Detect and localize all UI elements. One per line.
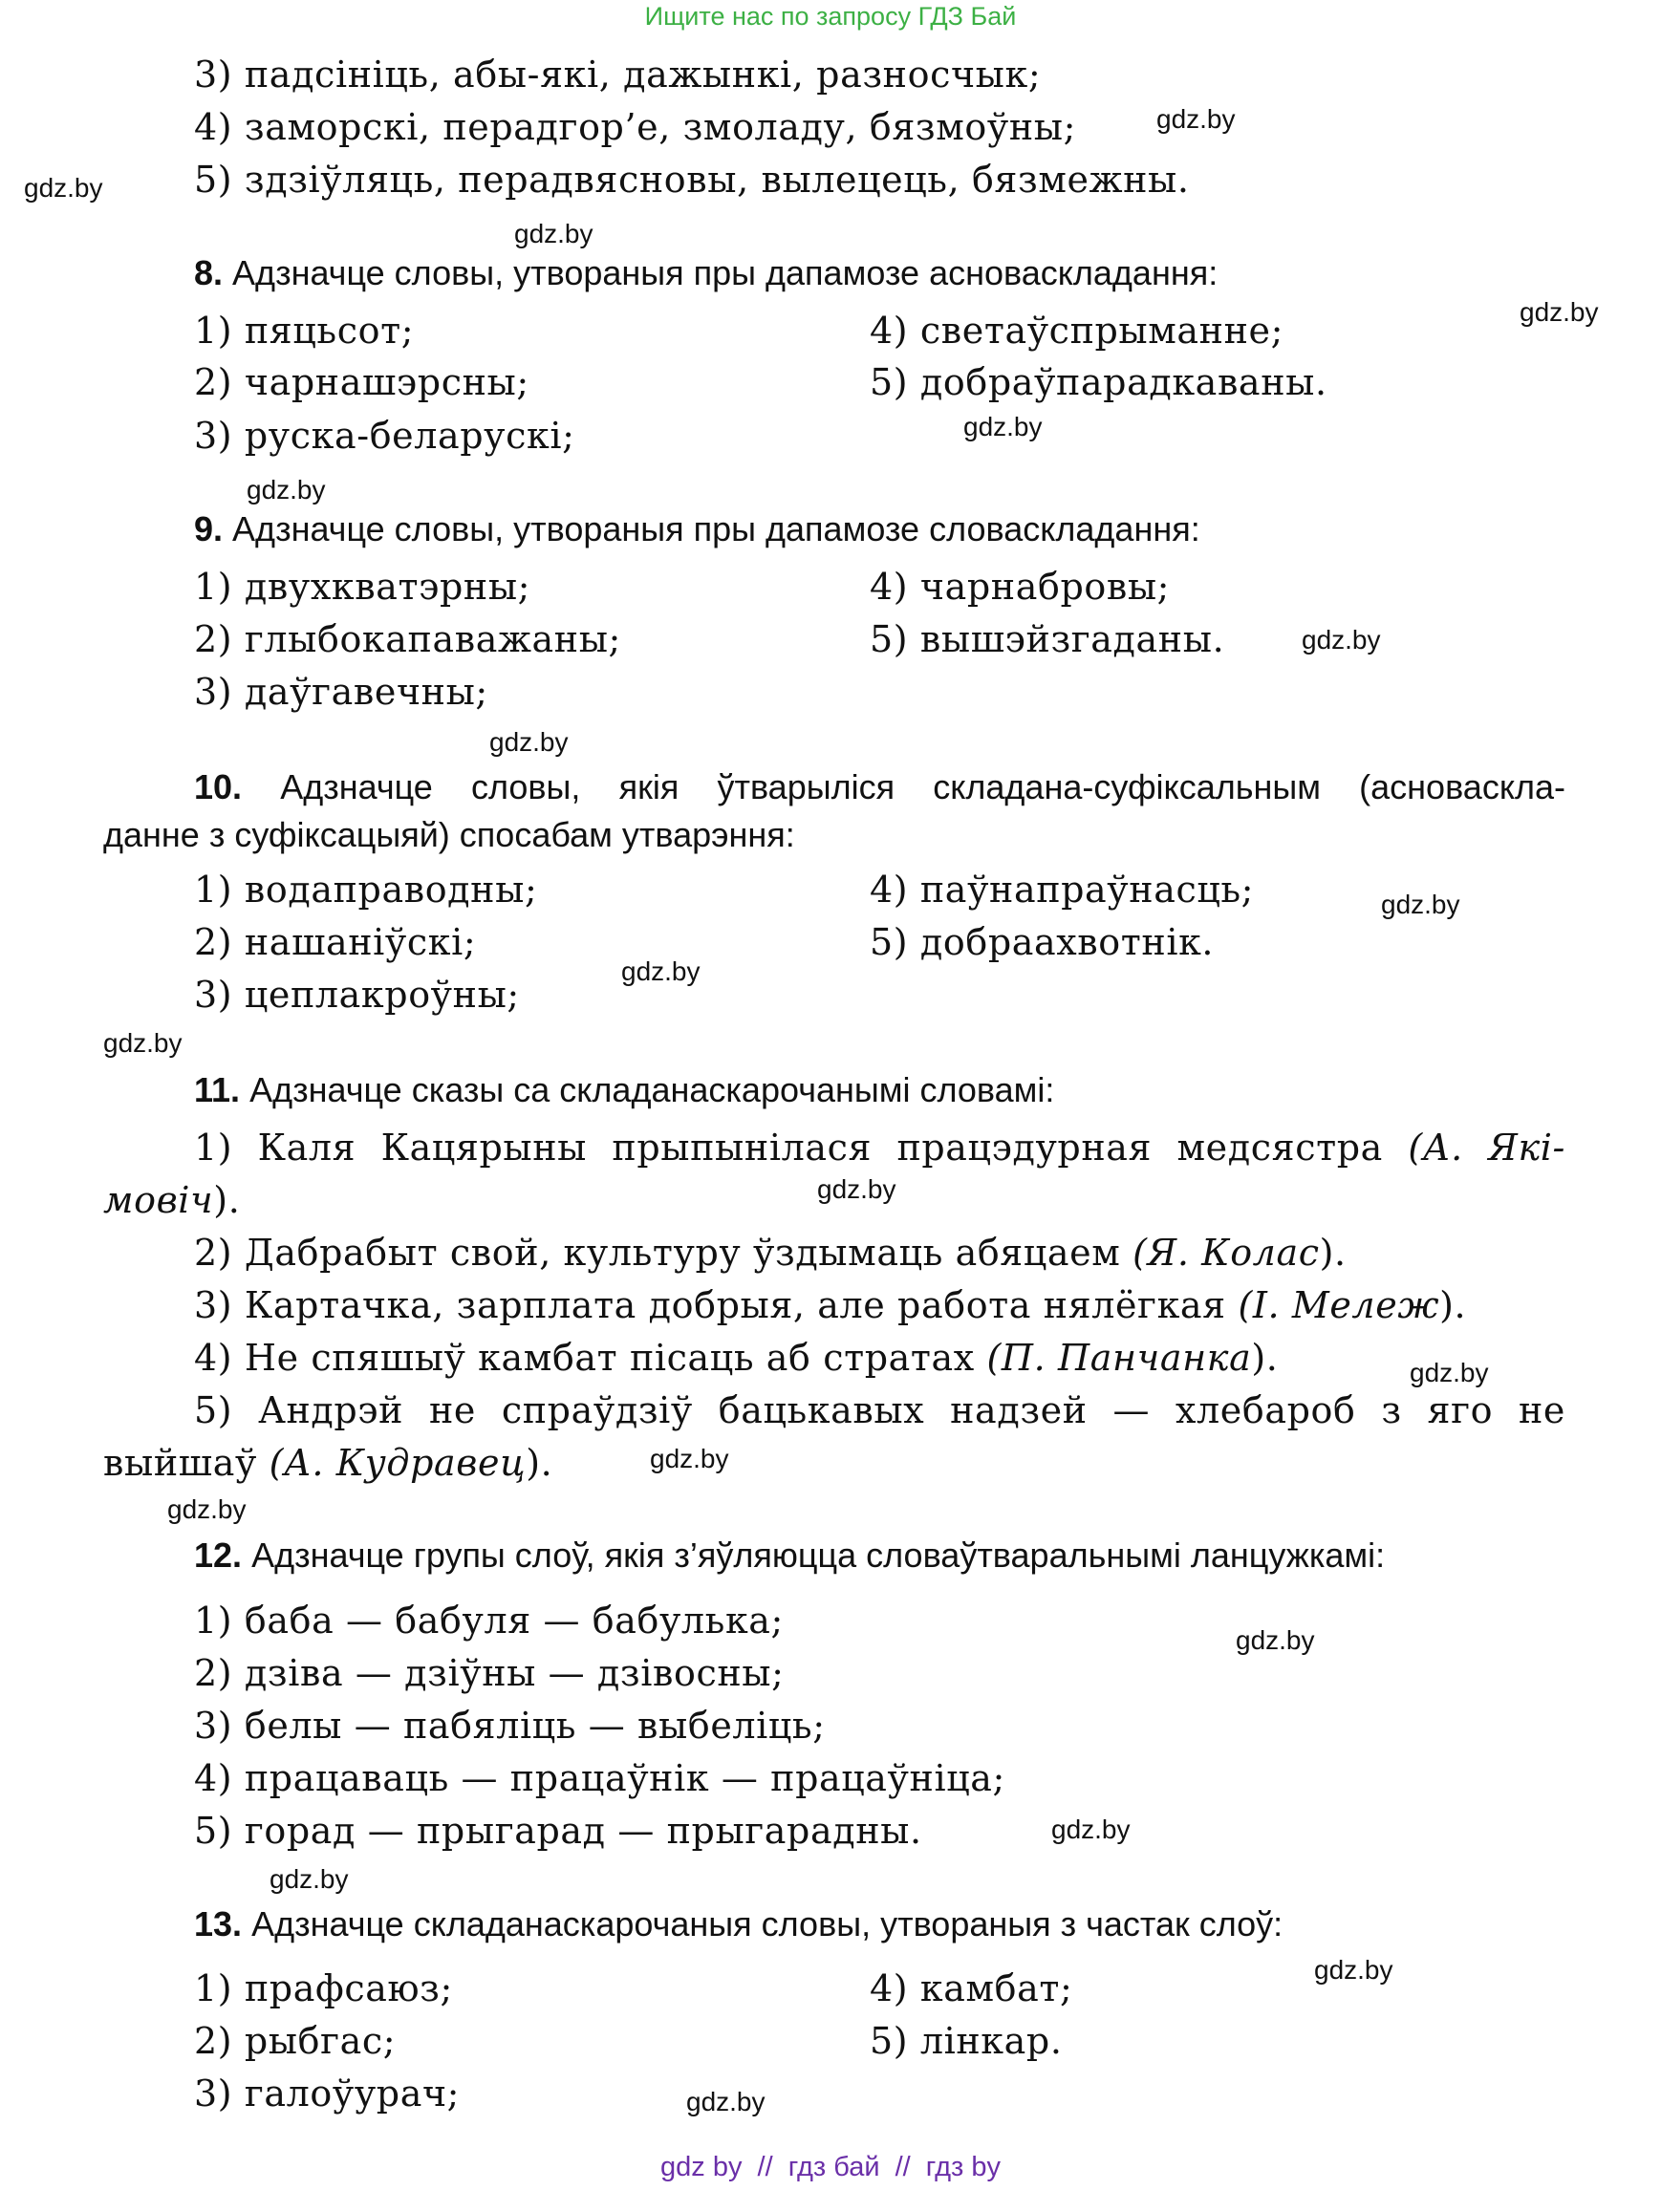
answer-option: 5) лінкар. [870, 2020, 1063, 2062]
answer-option: 2) дзіва — дзіўны — дзівосны; [194, 1652, 785, 1694]
watermark: gdz.by [1156, 104, 1236, 134]
question-text-continued: данне з суфіксацыяй) спосабам утварэння: [103, 815, 795, 854]
sentence-text: выйшаў [103, 1442, 257, 1484]
question-12 [194, 1533, 1385, 1578]
sentence-punctuation: ). [1319, 1232, 1347, 1274]
answer-option: 1) баба — бабуля — бабулька; [194, 1600, 784, 1642]
watermark: gdz.by [650, 1444, 729, 1473]
answer-option: 2) нашаніўскі; [194, 921, 477, 963]
watermark: gdz.by [1051, 1815, 1131, 1844]
watermark: gdz.by [489, 727, 569, 757]
sentence-author: (П. Панчанка [986, 1337, 1252, 1379]
sentence-punctuation: ). [213, 1179, 241, 1221]
sentence-text: 5) Андрэй не спраўдзіў бацькавых надзей — хлебароб з яго не [194, 1389, 1565, 1431]
answer-option: 1) двухкватэрны; [194, 566, 531, 608]
watermark: gdz.by [24, 173, 103, 203]
sentence-1 [103, 1125, 1565, 1170]
question-9 [194, 506, 1200, 552]
question-11 [194, 1067, 1054, 1113]
sentence-punctuation: ). [526, 1442, 553, 1484]
question-number: 10. [194, 767, 243, 806]
list-item: 3) падсініць, абы-які, дажынкі, разносчык; [194, 54, 1042, 96]
sentence-punctuation: ). [1251, 1337, 1279, 1379]
sentence-5 [103, 1387, 1565, 1433]
answer-option: 3) галоўурач; [194, 2072, 461, 2115]
watermark: gdz.by [963, 412, 1043, 441]
footer-link[interactable]: gdz by [660, 2152, 743, 2182]
question-number: 9. [194, 509, 224, 548]
sentence-text: 3) Картачка, зарплата добрыя, але работа нялёгкая [194, 1284, 1226, 1326]
sentence-4 [194, 1335, 1278, 1381]
answer-option: 5) горад — прыгарад — прыгарадны. [194, 1810, 922, 1852]
question-number: 12. [194, 1536, 243, 1575]
sentence-5-continued [103, 1440, 552, 1486]
watermark: gdz.by [1381, 890, 1460, 919]
answer-option: 3) белы — пабяліць — выбеліць; [194, 1705, 826, 1747]
question-number: 8. [194, 253, 224, 292]
sentence-3 [194, 1282, 1466, 1328]
sentence-1-continued [103, 1177, 240, 1223]
list-item: 5) здзіўляць, перадвясновы, вылецець, бязмежны. [194, 159, 1190, 201]
list-item: 4) заморскі, перадгор’е, змоладу, бязмоўны; [194, 106, 1077, 148]
watermark: gdz.by [817, 1174, 896, 1204]
answer-option: 3) даўгавечны; [194, 671, 488, 713]
answer-option: 5) добраахвотнік. [870, 921, 1215, 963]
watermark: gdz.by [621, 956, 701, 986]
watermark: gdz.by [1520, 297, 1599, 327]
footer-separator: // [757, 2152, 773, 2182]
answer-option: 4) паўнапраўнасць; [870, 869, 1255, 911]
question-text: Адзначце словы, утвораныя пры дапамозе асноваскладання: [232, 253, 1219, 292]
watermark: gdz.by [1236, 1625, 1315, 1655]
footer-separator: // [895, 2152, 911, 2182]
watermark: gdz.by [103, 1028, 183, 1058]
question-10 [103, 764, 1565, 810]
watermark: gdz.by [686, 2087, 766, 2116]
question-8 [194, 250, 1218, 296]
answer-option: 5) добраўпарадкаваны. [870, 361, 1327, 403]
watermark: gdz.by [514, 219, 593, 248]
answer-option: 1) прафсаюз; [194, 1967, 453, 2009]
watermark: gdz.by [247, 475, 326, 505]
page-footer [0, 2152, 1661, 2183]
watermark: gdz.by [1410, 1358, 1489, 1387]
footer-link[interactable]: гдз by [925, 2152, 1001, 2182]
answer-option: 2) глыбокапаважаны; [194, 618, 621, 660]
question-number: 11. [194, 1070, 241, 1109]
answer-option: 5) вышэйзгаданы. [870, 618, 1225, 660]
sentence-punctuation: ). [1439, 1284, 1467, 1326]
sentence-author: (А. Які- [1408, 1127, 1565, 1169]
footer-link[interactable]: гдз бай [787, 2152, 880, 2182]
answer-option: 1) водаправодны; [194, 869, 538, 911]
question-text: Адзначце сказы са складанаскарочанымі словамі: [249, 1070, 1055, 1109]
sentence-author: (І. Мележ [1238, 1284, 1440, 1326]
page-header-banner[interactable]: Ищите нас по запросу ГДЗ Бай [644, 2, 1017, 31]
answer-option: 4) светаўспрыманне; [870, 310, 1284, 352]
watermark: gdz.by [167, 1494, 247, 1524]
answer-option: 3) руска-беларускі; [194, 415, 575, 457]
sentence-author: (Я. Колас [1132, 1232, 1320, 1274]
answer-option: 1) пяцьсот; [194, 310, 415, 352]
sentence-text: 4) Не спяшыў камбат пісаць аб стратах [194, 1337, 975, 1379]
question-number: 13. [194, 1904, 243, 1944]
watermark: gdz.by [1314, 1955, 1393, 1985]
watermark: gdz.by [1302, 625, 1381, 655]
watermark: gdz.by [270, 1864, 349, 1894]
question-text: Адзначце словы, якія ўтварыліся складана-суфіксальным (асноваскла- [280, 767, 1565, 806]
sentence-2 [194, 1230, 1347, 1276]
question-13 [194, 1901, 1283, 1947]
question-text: Адзначце словы, утвораныя пры дапамозе словаскладання: [232, 509, 1200, 548]
question-text: Адзначце групы слоў, якія з’яўляюцца словаўтваральнымі ланцужкамі: [251, 1536, 1386, 1575]
answer-option: 2) рыбгас; [194, 2020, 397, 2062]
question-text: Адзначце складанаскарочаныя словы, утвораныя з частак слоў: [251, 1904, 1284, 1944]
sentence-author: (А. Кудравец [269, 1442, 527, 1484]
sentence-text: 2) Дабрабыт свой, культуру ўздымаць абяцаем [194, 1232, 1121, 1274]
answer-option: 2) чарнашэрсны; [194, 361, 529, 403]
answer-option: 4) працаваць — працаўнік — працаўніца; [194, 1757, 1005, 1799]
answer-option: 4) чарнабровы; [870, 566, 1171, 608]
answer-option: 3) цеплакроўны; [194, 974, 520, 1016]
sentence-author: мовіч [103, 1179, 214, 1221]
answer-option: 4) камбат; [870, 1967, 1073, 2009]
sentence-text: 1) Каля Кацярыны прыпынілася працэдурная медсястра [194, 1127, 1383, 1169]
